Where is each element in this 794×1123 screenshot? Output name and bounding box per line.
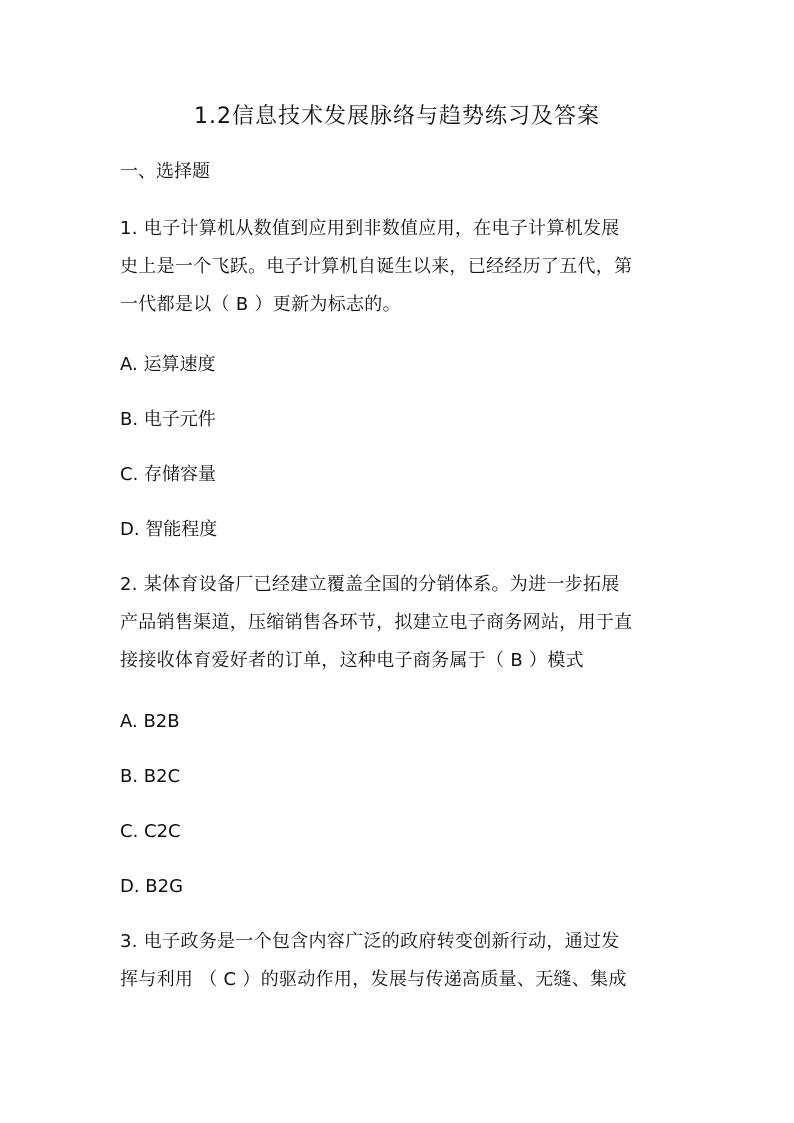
question-1-option-c: C. 存储容量 xyxy=(120,464,217,485)
question-2-option-b: B. B2C xyxy=(120,766,181,787)
question-line: 接接收体育爱好者的订单，这种电子商务属于（ B ）模式 xyxy=(120,650,584,671)
question-line: 史上是一个飞跃。电子计算机自诞生以来，已经经历了五代，第 xyxy=(120,256,633,277)
question-1-text xyxy=(120,210,680,324)
question-line: 挥与利用 （ C ）的驱动作用，发展与传递高质量、无缝、集成 xyxy=(120,969,627,990)
question-2-option-a: A. B2B xyxy=(120,711,180,732)
question-1-option-a: A. 运算速度 xyxy=(120,354,216,375)
question-line: 3. 电子政务是一个包含内容广泛的政府转变创新行动，通过发 xyxy=(120,931,620,952)
document-title: 1.2信息技术发展脉络与趋势练习及答案 xyxy=(194,104,600,129)
question-line: 1. 电子计算机从数值到应用到非数值应用，在电子计算机发展 xyxy=(120,218,620,239)
question-2-option-d: D. B2G xyxy=(120,876,184,897)
question-line: 一代都是以（ B ）更新为标志的。 xyxy=(120,294,401,315)
question-1-option-b: B. 电子元件 xyxy=(120,409,216,430)
section-heading: 一、选择题 xyxy=(120,161,210,182)
question-2-text xyxy=(120,566,680,680)
question-1-option-d: D. 智能程度 xyxy=(120,519,218,540)
question-3-text xyxy=(120,923,680,999)
question-2-option-c: C. C2C xyxy=(120,821,181,842)
question-line: 产品销售渠道，压缩销售各环节，拟建立电子商务网站，用于直 xyxy=(120,612,633,633)
question-line: 2. 某体育设备厂已经建立覆盖全国的分销体系。为进一步拓展 xyxy=(120,574,620,595)
